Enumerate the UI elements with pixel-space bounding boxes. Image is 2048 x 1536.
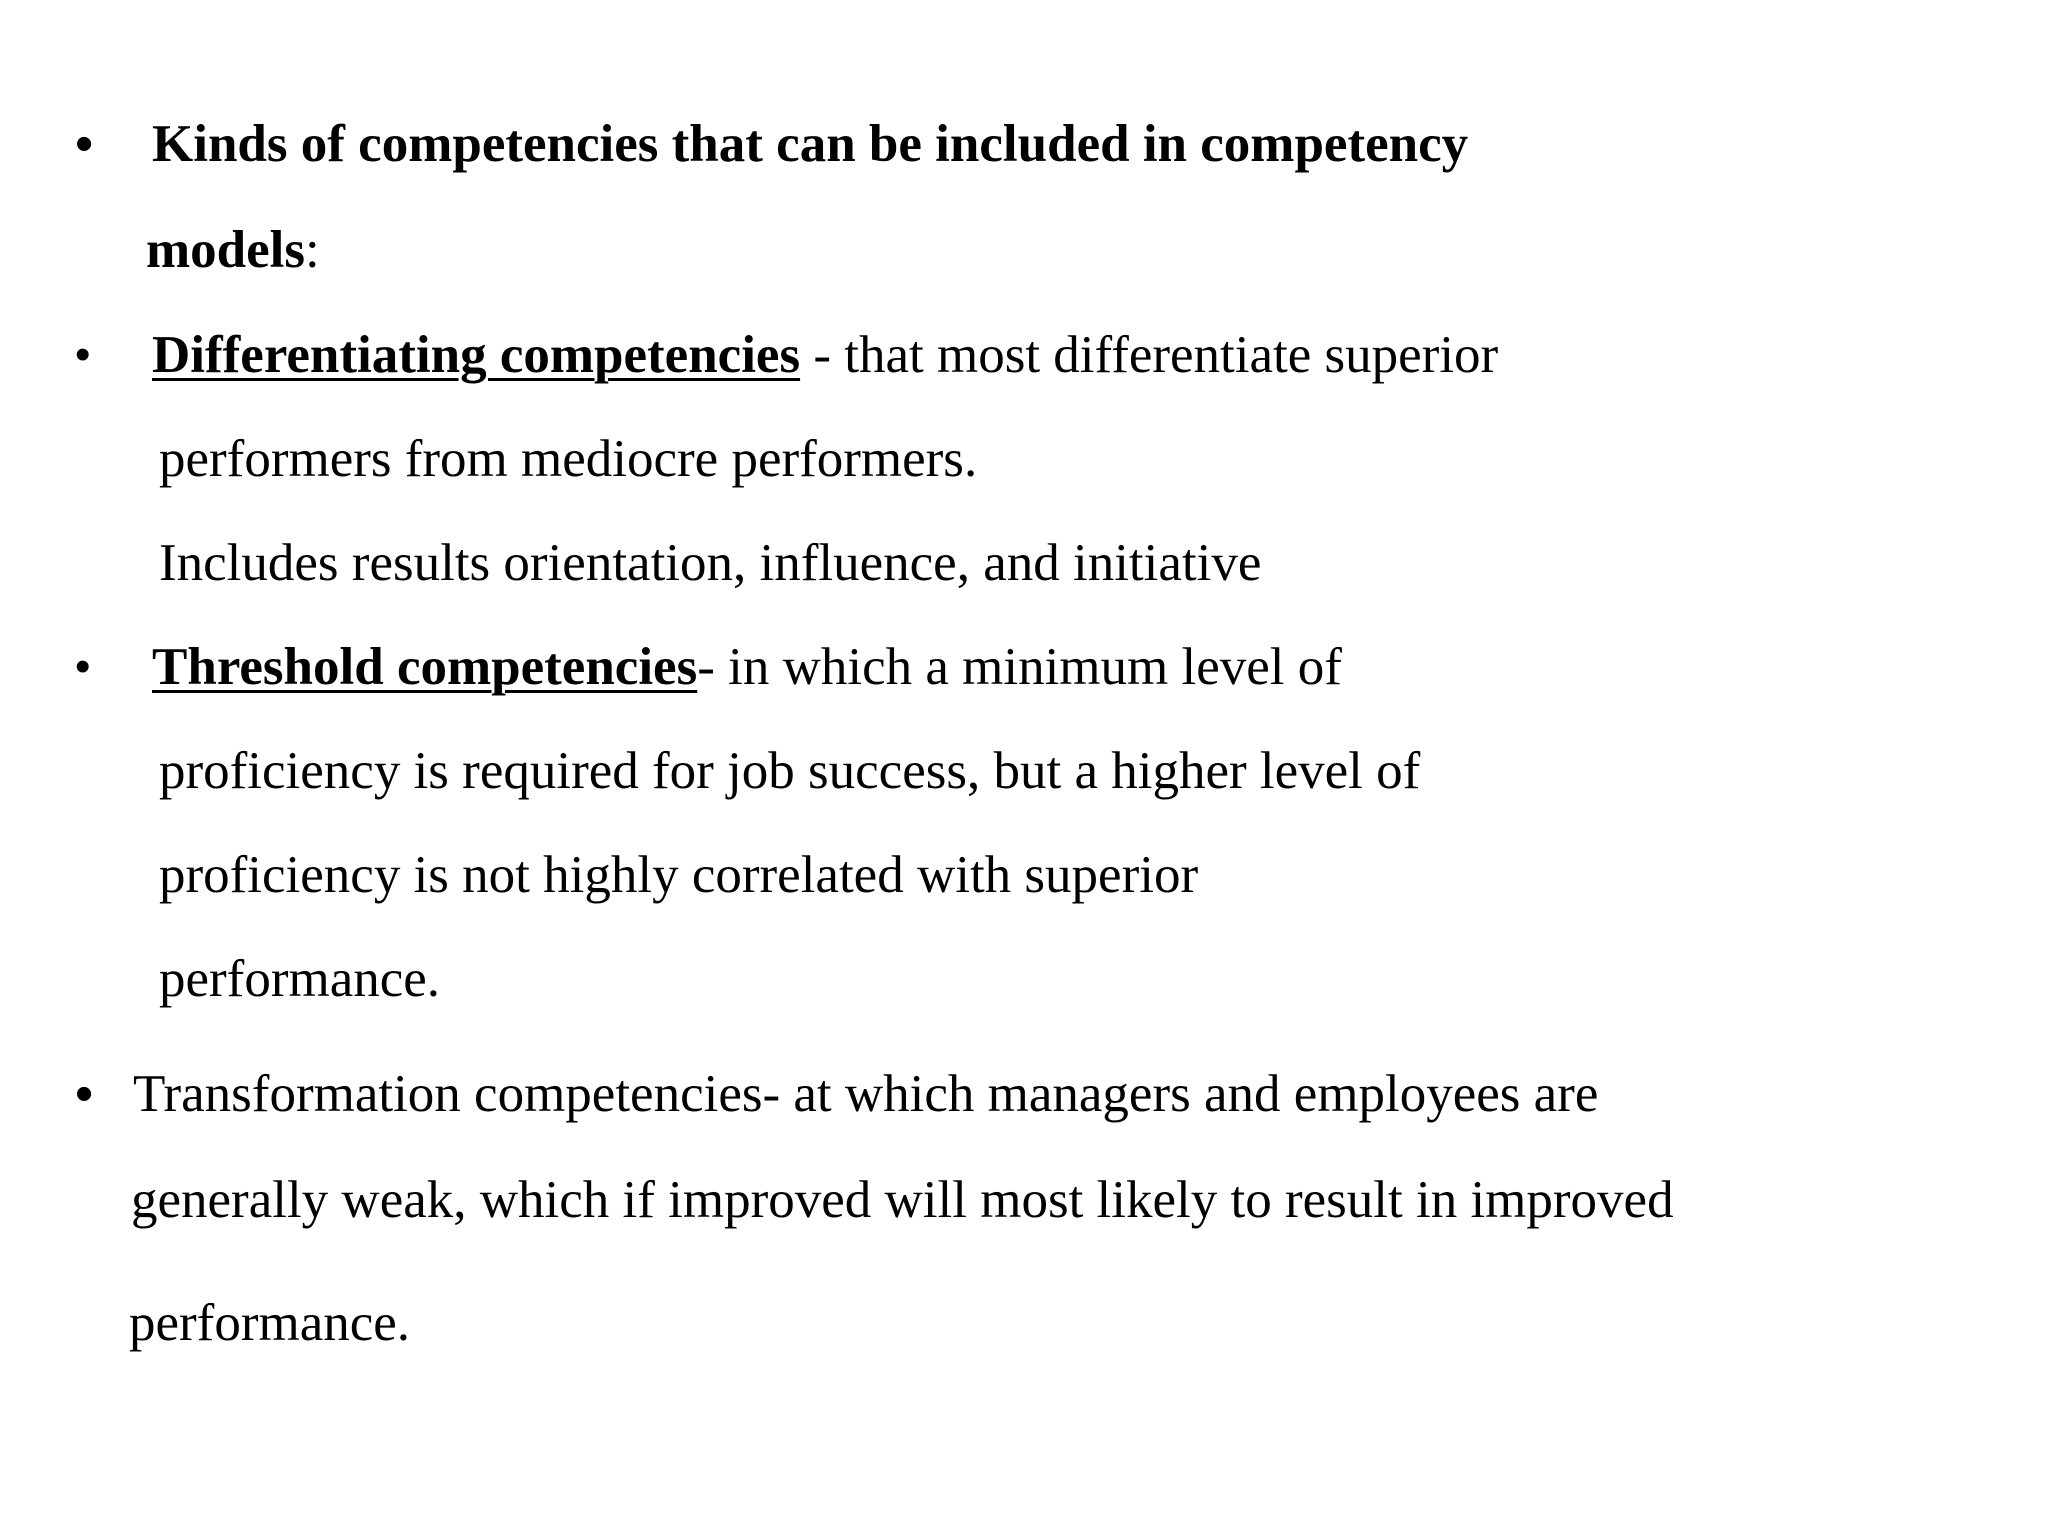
item2-line1 — [152, 323, 1498, 387]
item3-line1 — [152, 635, 1342, 699]
bullet-icon: • — [75, 1065, 94, 1123]
item1-heading-colon: : — [305, 221, 320, 279]
item1-heading-line1: Kinds of competencies that can be included in competency — [152, 115, 1469, 173]
item2-term: Differentiating competencies — [152, 326, 801, 384]
item4-line1: Transformation competencies- at which managers and employees are — [133, 1065, 1599, 1123]
item3-term: Threshold competencies — [152, 638, 698, 696]
item2-line3: Includes results orientation, influence, and initiative — [159, 534, 1262, 592]
item2-definition: - that most differentiate superior — [800, 326, 1499, 384]
item1-heading-line2 — [146, 218, 320, 282]
bullet-icon: • — [75, 115, 94, 173]
item3-line4: performance. — [159, 950, 441, 1008]
item3-definition: - in which a minimum level of — [697, 638, 1342, 696]
item2-line2: performers from mediocre performers. — [159, 430, 978, 488]
item4-line3: performance. — [129, 1294, 411, 1352]
bullet-icon: • — [75, 330, 91, 379]
item3-line3: proficiency is not highly correlated with superior — [159, 846, 1199, 904]
item3-line2: proficiency is required for job success, but a higher level of — [159, 742, 1421, 800]
item4-line2: generally weak, which if improved will most likely to result in improved — [131, 1171, 1674, 1229]
item1-heading-models: models — [146, 221, 305, 279]
bullet-icon: • — [75, 642, 91, 691]
